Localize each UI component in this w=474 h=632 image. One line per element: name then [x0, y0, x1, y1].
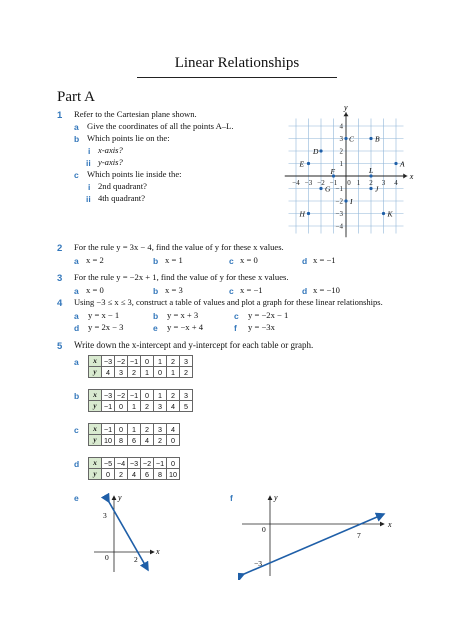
q2a-text: x = 2: [86, 255, 104, 265]
table-cell: 3: [180, 356, 193, 367]
q1-text: Refer to the Cartesian plane shown.: [74, 109, 197, 119]
point-a: [394, 162, 397, 165]
x-axis-label: x: [156, 547, 160, 556]
table-cell: 0: [141, 390, 154, 401]
x-tick-label: 3: [381, 179, 386, 187]
q5c-label: c: [74, 425, 79, 435]
x-header: x: [89, 390, 102, 401]
table-cell: −1: [154, 458, 167, 469]
q4e-text: y = −x + 4: [167, 322, 204, 332]
q4a-label: a: [74, 311, 79, 321]
q4a-text: y = x − 1: [88, 310, 120, 320]
q1a-text: Give the coordinates of all the points A–L.: [87, 121, 234, 131]
table-cell: 10: [167, 469, 180, 480]
table-cell: 10: [102, 435, 115, 446]
table-cell: −5: [102, 458, 115, 469]
y-tick-label: −1: [335, 185, 343, 193]
q5c-table: [88, 423, 180, 446]
table-cell: 2: [128, 367, 141, 378]
q1c-ii-text: 4th quadrant?: [98, 193, 146, 203]
y-header: y: [89, 469, 102, 480]
table-cell: 1: [167, 367, 180, 378]
y-axis-label: y: [274, 493, 278, 502]
q2b-label: b: [153, 256, 159, 266]
q5-text: Write down the x-intercept and y-intercept for each table or graph.: [74, 340, 314, 350]
q1b-ii-label: ii: [86, 158, 91, 168]
q5-number: 5: [57, 341, 63, 352]
y-tick-label: 1: [339, 160, 343, 168]
q5d-table: [88, 457, 180, 480]
table-cell: 1: [141, 367, 154, 378]
q4e-label: e: [153, 323, 158, 333]
table-cell: 4: [167, 401, 180, 412]
x-intercept-label: 7: [357, 531, 361, 540]
x-intercept-label: 2: [134, 555, 138, 564]
x-tick-label: 1: [356, 179, 361, 187]
y-header: y: [89, 435, 102, 446]
x-axis-arrow: [403, 174, 407, 179]
table-row: [89, 469, 180, 480]
table-cell: 6: [128, 435, 141, 446]
table-cell: 0: [102, 469, 115, 480]
table-cell: 4: [167, 424, 180, 435]
table-row: [89, 390, 193, 401]
origin-label: 0: [262, 525, 266, 534]
y-intercept-label: −3: [254, 559, 262, 568]
q1c-label: c: [74, 170, 79, 180]
q3c-text: x = −1: [240, 285, 263, 295]
table-cell: 4: [141, 435, 154, 446]
table-row: [89, 458, 180, 469]
q3a-text: x = 0: [86, 285, 104, 295]
q1c-i-text: 2nd quadrant?: [98, 181, 147, 191]
table-cell: 0: [115, 424, 128, 435]
table-cell: 1: [128, 401, 141, 412]
table-cell: 2: [154, 435, 167, 446]
q4c-label: c: [234, 311, 239, 321]
q5d-label: d: [74, 459, 80, 469]
table-cell: −1: [128, 356, 141, 367]
table-cell: −1: [102, 401, 115, 412]
table-cell: 2: [141, 424, 154, 435]
table-cell: 3: [154, 424, 167, 435]
q2b-text: x = 1: [165, 255, 183, 265]
point-label-i: I: [350, 197, 353, 206]
table-cell: 2: [115, 469, 128, 480]
q2-number: 2: [57, 243, 63, 254]
point-e: [307, 162, 310, 165]
table-cell: 0: [154, 367, 167, 378]
table-cell: −2: [141, 458, 154, 469]
point-label-j: J: [375, 184, 379, 194]
part-heading: Part A: [57, 89, 95, 105]
q1c-text: Which points lie inside the:: [87, 169, 182, 179]
q2a-label: a: [74, 256, 79, 266]
q3-text: For the rule y = −2x + 1, find the value of y for these x values.: [74, 272, 289, 282]
y-axis-label: y: [344, 106, 348, 112]
y-header: y: [89, 401, 102, 412]
x-header: x: [89, 356, 102, 367]
q1b-label: b: [74, 134, 80, 144]
point-label-f: F: [330, 167, 336, 176]
table-row: [89, 435, 180, 446]
cartesian-plane: [276, 106, 426, 246]
table-cell: 2: [167, 390, 180, 401]
x-tick-label: 0: [347, 179, 351, 187]
q5a-table: [88, 355, 193, 378]
point-c: [344, 137, 347, 140]
q4b-label: b: [153, 311, 159, 321]
point-b: [369, 137, 372, 140]
table-cell: −1: [128, 390, 141, 401]
q5a-label: a: [74, 357, 79, 367]
x-tick-label: −2: [317, 179, 325, 187]
table-cell: 8: [115, 435, 128, 446]
point-label-d: D: [313, 147, 319, 156]
table-cell: 2: [141, 401, 154, 412]
table-cell: 2: [180, 367, 193, 378]
y-tick-label: 3: [339, 135, 343, 143]
point-label-b: B: [375, 134, 380, 144]
q1c-i-label: i: [88, 182, 91, 192]
q2d-text: x = −1: [313, 255, 336, 265]
table-row: [89, 424, 180, 435]
q4f-text: y = −3x: [248, 322, 275, 332]
q2c-text: x = 0: [240, 255, 258, 265]
x-tick-label: 4: [394, 179, 398, 187]
table-cell: 0: [115, 401, 128, 412]
table-cell: 3: [180, 390, 193, 401]
y-header: y: [89, 367, 102, 378]
q2-text: For the rule y = 3x − 4, find the value of y for these x values.: [74, 242, 284, 252]
table-cell: −3: [102, 390, 115, 401]
point-g: [319, 187, 322, 190]
q1b-i-label: i: [88, 146, 91, 156]
x-tick-label: −4: [292, 179, 300, 187]
q5e-label: e: [74, 493, 79, 503]
q4c-text: y = −2x − 1: [248, 310, 289, 320]
y-axis-arrow: [344, 112, 349, 116]
table-row: [89, 356, 193, 367]
line-graph-f: [244, 514, 384, 574]
q1b-ii-text: y-axis?: [98, 157, 123, 167]
y-tick-label: 4: [339, 122, 343, 131]
table-cell: 1: [154, 356, 167, 367]
point-d: [319, 149, 322, 152]
point-k: [382, 212, 385, 215]
x-header: x: [89, 424, 102, 435]
y-tick-label: −2: [335, 197, 343, 206]
y-intercept-label: 3: [103, 511, 107, 520]
y-tick-label: −3: [335, 210, 343, 218]
q3d-text: x = −10: [313, 285, 340, 295]
q4d-label: d: [74, 323, 80, 333]
q1c-ii-label: ii: [86, 194, 91, 204]
q1a-label: a: [74, 122, 79, 132]
q5e-graph: [90, 490, 170, 575]
q1-number: 1: [57, 110, 63, 121]
q3a-label: a: [74, 286, 79, 296]
table-cell: 4: [128, 469, 141, 480]
q4f-label: f: [234, 323, 237, 333]
point-label-e: E: [299, 159, 305, 169]
point-j: [369, 187, 372, 190]
table-cell: 0: [167, 435, 180, 446]
x-axis-label: x: [388, 520, 392, 529]
q1b-i-text: x-axis?: [98, 145, 123, 155]
line-graph-e: [109, 502, 148, 570]
x-axis-label: x: [409, 172, 414, 181]
table-cell: 2: [167, 356, 180, 367]
q3d-label: d: [302, 286, 308, 296]
plane-points: [299, 135, 406, 219]
table-row: [89, 401, 193, 412]
table-cell: 1: [154, 390, 167, 401]
y-axis-label: y: [118, 493, 122, 502]
table-row: [89, 367, 193, 378]
point-i: [344, 199, 347, 202]
q2d-label: d: [302, 256, 308, 266]
point-label-g: G: [325, 184, 331, 194]
q3-number: 3: [57, 273, 63, 284]
point-label-k: K: [387, 209, 393, 219]
q4-number: 4: [57, 298, 63, 309]
x-tick-label: 2: [369, 179, 373, 187]
table-cell: −3: [102, 356, 115, 367]
table-cell: −2: [115, 390, 128, 401]
q5f-graph: [238, 490, 398, 580]
table-cell: 6: [141, 469, 154, 480]
q3c-label: c: [229, 286, 234, 296]
table-cell: 8: [154, 469, 167, 480]
point-label-h: H: [299, 209, 305, 219]
x-tick-label: −1: [329, 179, 338, 187]
q4b-text: y = x + 3: [167, 310, 199, 320]
x-tick-label: −3: [304, 179, 313, 187]
q2c-label: c: [229, 256, 234, 266]
q5f-label: f: [230, 493, 233, 503]
origin-label: 0: [105, 553, 109, 562]
point-label-a: A: [400, 159, 405, 169]
x-header: x: [89, 458, 102, 469]
table-cell: 3: [154, 401, 167, 412]
table-cell: −3: [128, 458, 141, 469]
q5b-label: b: [74, 391, 80, 401]
table-cell: 0: [167, 458, 180, 469]
table-cell: 3: [115, 367, 128, 378]
q4-text: Using −3 ≤ x ≤ 3, construct a table of values and plot a graph for these linear relationships.: [74, 297, 383, 307]
table-cell: 1: [128, 424, 141, 435]
point-h: [307, 212, 310, 215]
table-cell: 0: [141, 356, 154, 367]
y-tick-label: −4: [335, 222, 343, 231]
page-title: Linear Relationships: [0, 55, 474, 78]
point-label-c: C: [349, 134, 355, 144]
table-cell: 4: [102, 367, 115, 378]
point-label-l: L: [369, 166, 374, 175]
q3b-label: b: [153, 286, 159, 296]
table-cell: 5: [180, 401, 193, 412]
table-cell: −4: [115, 458, 128, 469]
q5b-table: [88, 389, 193, 412]
y-tick-label: 2: [339, 147, 343, 156]
q1b-text: Which points lie on the:: [87, 133, 170, 143]
q3b-text: x = 3: [165, 285, 183, 295]
table-cell: −1: [102, 424, 115, 435]
q4d-text: y = 2x − 3: [88, 322, 124, 332]
table-cell: −2: [115, 356, 128, 367]
